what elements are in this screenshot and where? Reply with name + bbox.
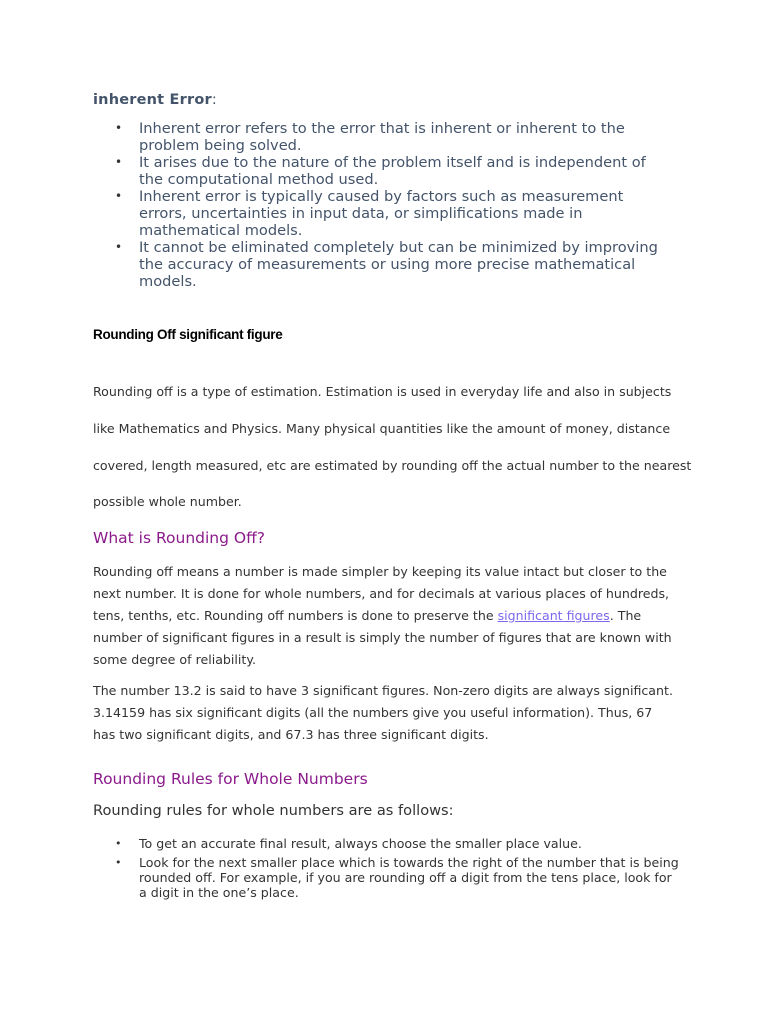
list-item-text: It cannot be eliminated completely but can be minimized by improving the accuracy of measurements or using more precise mathematical models.: [139, 239, 658, 290]
rounding-rules-list: [93, 836, 683, 904]
list-item: [93, 154, 673, 188]
list-item-text: Inherent error is typically caused by factors such as measurement errors, uncertainties in input data, or simplifications made in mathematical models.: [139, 188, 624, 239]
significant-figures-link[interactable]: significant figures: [497, 608, 610, 623]
list-item: [93, 188, 673, 239]
list-item-text: Inherent error refers to the error that is inherent or inherent to the problem being solved.: [139, 120, 625, 154]
definition-text-start: Rounding off means a number is made simpler by keeping its value intact but closer to the next number. It is done for whole numbers, and for decimals at various places of hundreds, tens, tenths, etc. Rounding off numbers is done to preserve the: [93, 564, 670, 623]
significant-digits-paragraph: The number 13.2 is said to have 3 significant figures. Non-zero digits are always significant. 3.14159 has six significant digits (all the numbers give you useful information). Thus, 67 has two significant digits, and 67.3 has three significant digits.: [93, 683, 673, 742]
rounding-rules-heading: Rounding Rules for Whole Numbers: [93, 770, 368, 788]
definition-text-end: . The number of significant figures in a result is simply the number of figures that are known with some degree of reliability.: [93, 608, 672, 667]
inherent-error-heading-text: inherent Error: [93, 92, 212, 108]
list-item: [93, 239, 673, 290]
inherent-error-heading-colon: :: [211, 92, 217, 108]
list-item: [93, 855, 683, 900]
list-item-text: It arises due to the nature of the problem itself and is independent of the computational method used.: [139, 154, 646, 188]
estimation-paragraph: Rounding off is a type of estimation. Estimation is used in everyday life and also in subjects like Mathematics and Physics. Many physical quantities like the amount of money, distance covered, length measured, etc are estimated by rounding off the actual number to the nearest possible whole number.: [93, 384, 692, 510]
list-item: [93, 836, 683, 851]
bullet-icon: •: [115, 240, 123, 254]
what-is-rounding-heading: What is Rounding Off?: [93, 529, 266, 547]
bullet-icon: •: [115, 837, 122, 850]
bullet-icon: •: [115, 189, 123, 203]
rounding-significant-heading: Rounding Off significant figure: [93, 327, 283, 342]
bullet-icon: •: [115, 121, 123, 135]
list-item-text: To get an accurate final result, always choose the smaller place value.: [139, 836, 582, 851]
inherent-error-list: [93, 120, 673, 290]
rounding-definition-paragraph: [93, 561, 675, 671]
inherent-error-heading: [93, 92, 217, 108]
rounding-rules-intro: Rounding rules for whole numbers are as follows:: [93, 802, 454, 819]
bullet-icon: •: [115, 856, 122, 869]
bullet-icon: •: [115, 155, 123, 169]
list-item-text: Look for the next smaller place which is towards the right of the number that is being rounded off. For example, if you are rounding off a digit from the tens place, look for a digit in the one’s place.: [139, 855, 679, 900]
list-item: [93, 120, 673, 154]
